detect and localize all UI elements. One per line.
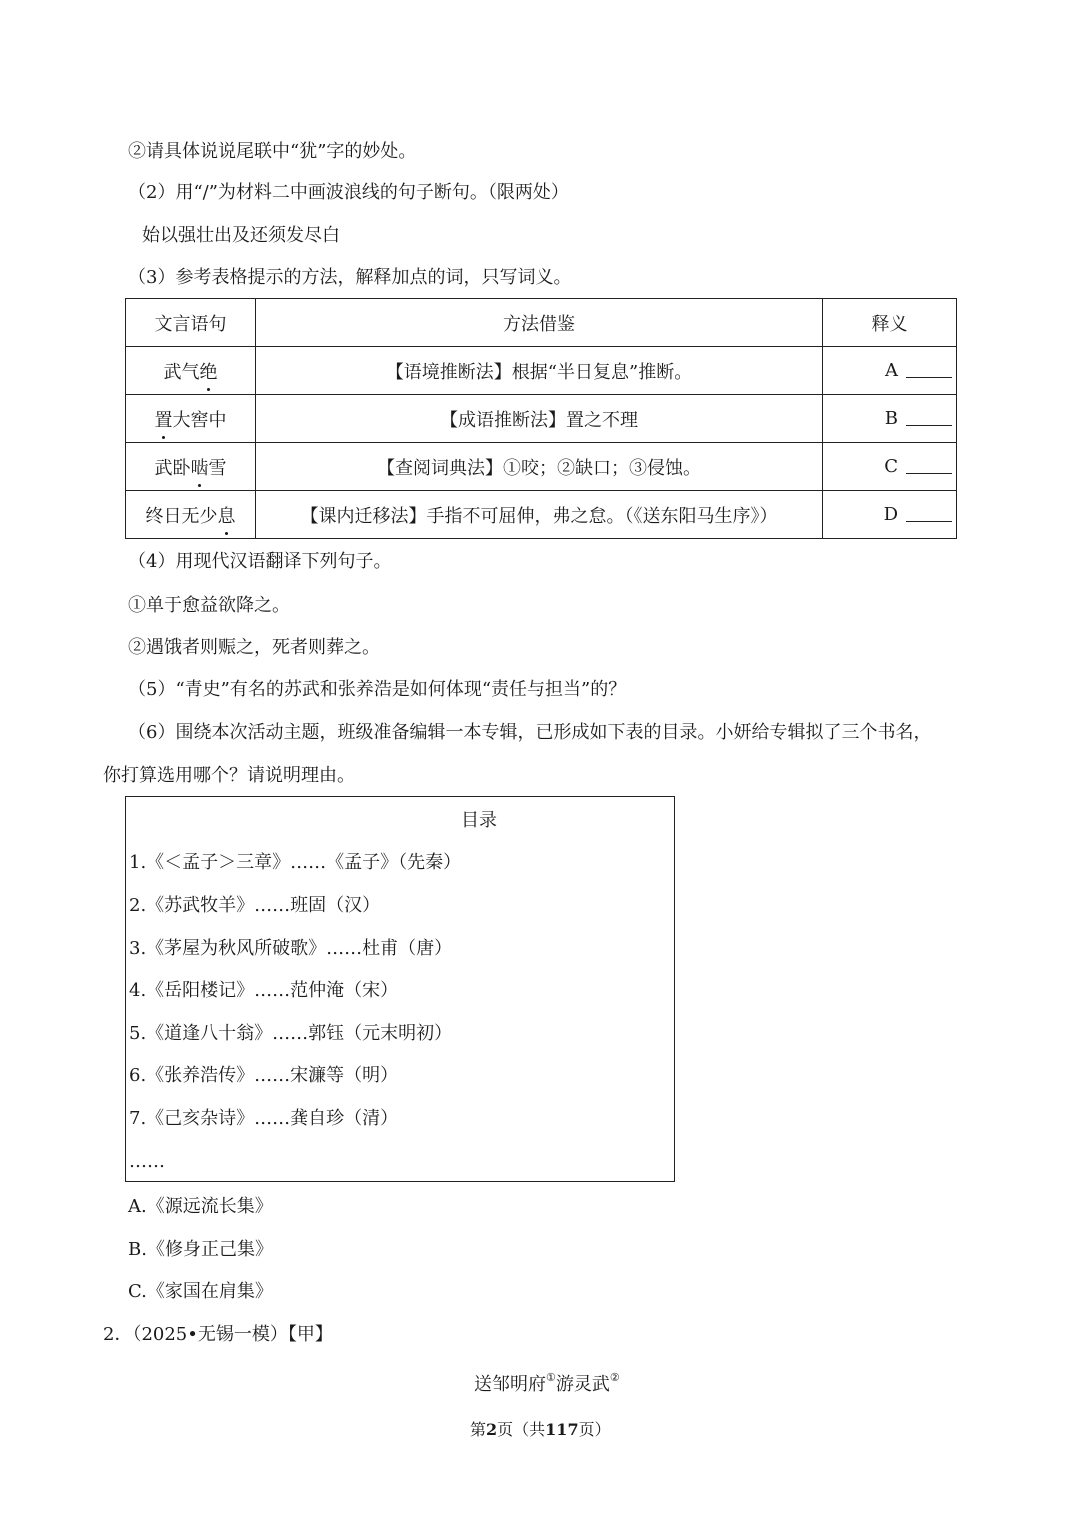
footnote-marker: ② <box>609 1371 620 1384</box>
question-4-item: ②遇饿者则赈之，死者则葬之。 <box>128 637 380 658</box>
table-row <box>126 443 957 491</box>
dotted-word: 置 <box>155 406 173 432</box>
classical-phrase: 武气绝 <box>126 347 256 395</box>
answer-blank <box>906 411 952 426</box>
table-header: 文言语句 <box>126 299 256 347</box>
q1-sub-item-2: ②请具体说说尾联中“犹”字的妙处。 <box>128 141 417 162</box>
answer-cell: D <box>823 491 957 539</box>
classical-phrase: 终日无少息 <box>126 491 256 539</box>
total-pages: 117 <box>545 1420 579 1439</box>
question-3-prompt: （3）参考表格提示的方法，解释加点的词，只写词义。 <box>128 267 572 288</box>
question-6-prompt-cont: 你打算选用哪个？请说明理由。 <box>103 765 355 786</box>
classical-phrase: 武卧啮雪 <box>126 443 256 491</box>
answer-cell: B <box>823 395 957 443</box>
answer-blank <box>906 363 952 378</box>
answer-blank <box>906 507 952 522</box>
dotted-word: 息 <box>218 502 236 528</box>
answer-blank <box>906 459 952 474</box>
toc-title: 目录 <box>461 810 497 831</box>
answer-cell: A <box>823 347 957 395</box>
question-4-prompt: （4）用现代汉语翻译下列句子。 <box>128 551 392 572</box>
page-footer: 第2页（共117页） <box>470 1420 611 1439</box>
method-table <box>125 298 957 539</box>
option-a: A.《源远流长集》 <box>128 1196 273 1217</box>
toc-item: 6.《张养浩传》……宋濂等（明） <box>129 1065 399 1086</box>
question-6-prompt: （6）围绕本次活动主题，班级准备编辑一本专辑，已形成如下表的目录。小妍给专辑拟了三个书名， <box>128 722 932 743</box>
method-cell: 【成语推断法】置之不理 <box>256 395 823 443</box>
toc-item: 5.《道逢八十翁》……郭钰（元末明初） <box>129 1023 453 1044</box>
option-b: B.《修身正己集》 <box>128 1239 273 1260</box>
toc-item: 7.《己亥杂诗》……龚自珍（清） <box>129 1108 399 1129</box>
poem-title: 送邹明府①游灵武② <box>474 1371 620 1395</box>
table-row <box>126 395 957 443</box>
table-header-row <box>126 299 957 347</box>
table-row <box>126 347 957 395</box>
table-row <box>126 491 957 539</box>
toc-item: …… <box>129 1151 165 1172</box>
question-2-sentence: 始以强壮出及还须发尽白 <box>142 225 340 246</box>
method-cell: 【语境推断法】根据“半日复息”推断。 <box>256 347 823 395</box>
question-2-header: 2．（2025•无锡一模）【甲】 <box>103 1324 333 1345</box>
dotted-word: 啮 <box>191 454 209 480</box>
toc-item: 1.《＜孟子＞三章》……《孟子》（先秦） <box>129 852 462 873</box>
toc-item: 3.《茅屋为秋风所破歌》……杜甫（唐） <box>129 938 453 959</box>
table-header: 方法借鉴 <box>256 299 823 347</box>
method-cell: 【查阅词典法】①咬；②缺口；③侵蚀。 <box>256 443 823 491</box>
question-4-item: ①单于愈益欲降之。 <box>128 595 290 616</box>
table-header: 释义 <box>823 299 957 347</box>
question-2-prompt: （2）用“/”为材料二中画波浪线的句子断句。（限两处） <box>128 182 569 203</box>
table-of-contents-box <box>125 796 675 1182</box>
option-c: C.《家国在肩集》 <box>128 1281 273 1302</box>
question-5-prompt: （5）“青史”有名的苏武和张养浩是如何体现“责任与担当”的？ <box>128 679 627 700</box>
footnote-marker: ① <box>546 1371 556 1384</box>
current-page: 2 <box>486 1420 498 1439</box>
method-cell: 【课内迁移法】手指不可屈伸，弗之怠。（《送东阳马生序》） <box>256 491 823 539</box>
toc-item: 4.《岳阳楼记》……范仲淹（宋） <box>129 980 399 1001</box>
dotted-word: 绝 <box>200 358 218 384</box>
toc-item: 2.《苏武牧羊》……班固（汉） <box>129 895 381 916</box>
answer-cell: C <box>823 443 957 491</box>
classical-phrase: 置大窖中 <box>126 395 256 443</box>
